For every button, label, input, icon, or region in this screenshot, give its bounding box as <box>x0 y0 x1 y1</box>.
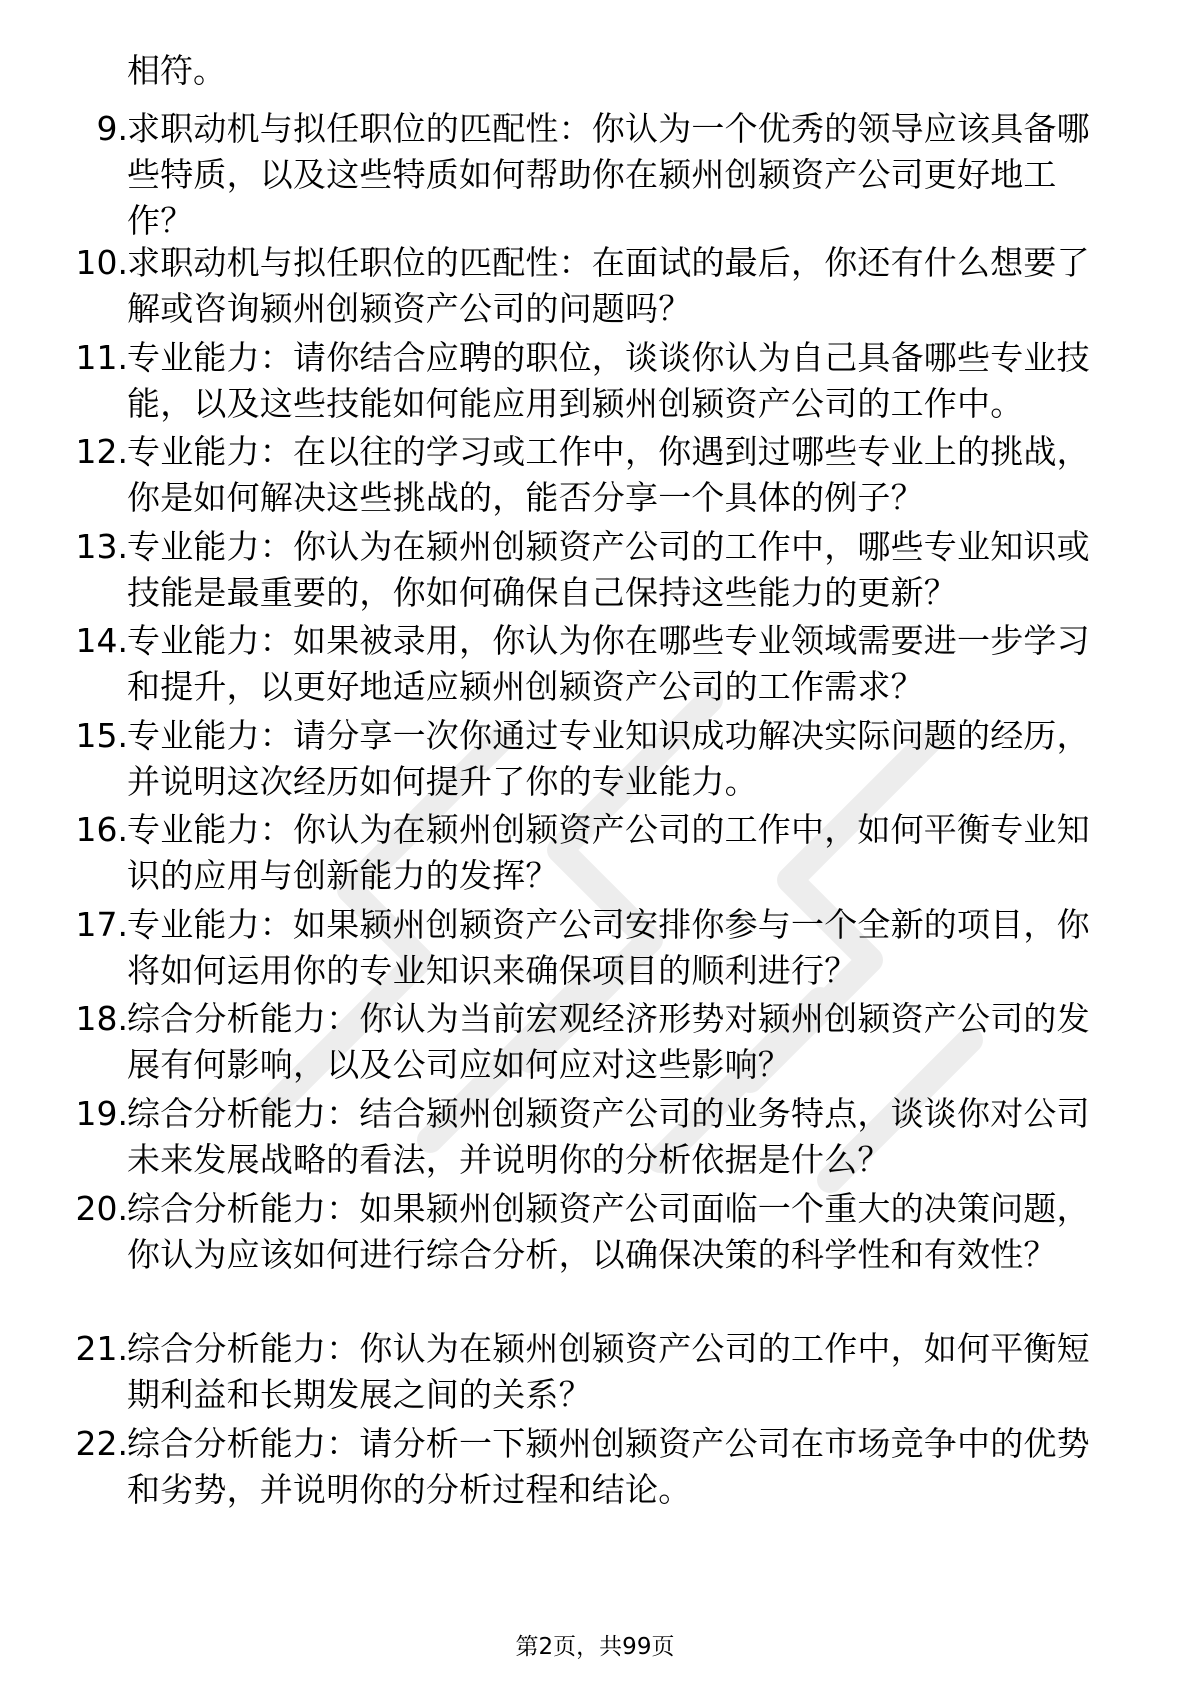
question-number: 11. <box>75 338 128 377</box>
question-number: 17. <box>75 905 128 944</box>
continuation-text: 相符。 <box>127 51 226 90</box>
question-text: 综合分析能力：你认为当前宏观经济形势对颍州创颍资产公司的发展有何影响，以及公司应如何应对这些影响？ <box>127 999 1090 1084</box>
question-text: 专业能力：如果被录用，你认为你在哪些专业领域需要进一步学习和提升，以更好地适应颍州创颍资产公司的工作需求？ <box>127 621 1090 706</box>
question-text: 求职动机与拟任职位的匹配性：在面试的最后，你还有什么想要了解或咨询颍州创颍资产公司的问题吗？ <box>127 243 1090 328</box>
question-text: 综合分析能力：如果颍州创颍资产公司面临一个重大的决策问题，你认为应该如何进行综合分析，以确保决策的科学性和有效性？ <box>127 1189 1090 1274</box>
question-text: 综合分析能力：请分析一下颍州创颍资产公司在市场竞争中的优势和劣势，并说明你的分析过程和结论。 <box>127 1424 1090 1509</box>
question-number: 15. <box>75 716 128 755</box>
question-text: 专业能力：请你结合应聘的职位，谈谈你认为自己具备哪些专业技能，以及这些技能如何能应用到颍州创颍资产公司的工作中。 <box>127 338 1090 423</box>
question-text: 专业能力：请分享一次你通过专业知识成功解决实际问题的经历，并说明这次经历如何提升了你的专业能力。 <box>127 716 1090 801</box>
question-number: 12. <box>75 432 128 471</box>
question-text: 求职动机与拟任职位的匹配性：你认为一个优秀的领导应该具备哪些特质，以及这些特质如何帮助你在颍州创颍资产公司更好地工作？ <box>127 109 1090 240</box>
question-text: 综合分析能力：结合颍州创颍资产公司的业务特点，谈谈你对公司未来发展战略的看法，并说明你的分析依据是什么？ <box>127 1094 1090 1179</box>
question-text: 专业能力：如果颍州创颍资产公司安排你参与一个全新的项目，你将如何运用你的专业知识来确保项目的顺利进行？ <box>127 905 1090 990</box>
question-number: 14. <box>75 621 128 660</box>
question-number: 18. <box>75 999 128 1038</box>
question-number: 13. <box>75 527 128 566</box>
question-number: 9. <box>96 109 128 148</box>
question-number: 20. <box>75 1189 128 1228</box>
question-number: 22. <box>75 1424 128 1463</box>
question-number: 21. <box>75 1329 128 1368</box>
page-footer: 第2页，共99页 <box>515 1634 675 1660</box>
question-text: 专业能力：你认为在颍州创颍资产公司的工作中，哪些专业知识或技能是最重要的，你如何确保自己保持这些能力的更新？ <box>127 527 1090 612</box>
question-text: 专业能力：你认为在颍州创颍资产公司的工作中，如何平衡专业知识的应用与创新能力的发挥？ <box>127 810 1090 895</box>
question-number: 19. <box>75 1094 128 1133</box>
question-text: 专业能力：在以往的学习或工作中，你遇到过哪些专业上的挑战，你是如何解决这些挑战的，能否分享一个具体的例子？ <box>127 432 1090 517</box>
question-text: 综合分析能力：你认为在颍州创颍资产公司的工作中，如何平衡短期利益和长期发展之间的关系？ <box>127 1329 1090 1414</box>
question-number: 10. <box>75 243 128 282</box>
question-number: 16. <box>75 810 128 849</box>
